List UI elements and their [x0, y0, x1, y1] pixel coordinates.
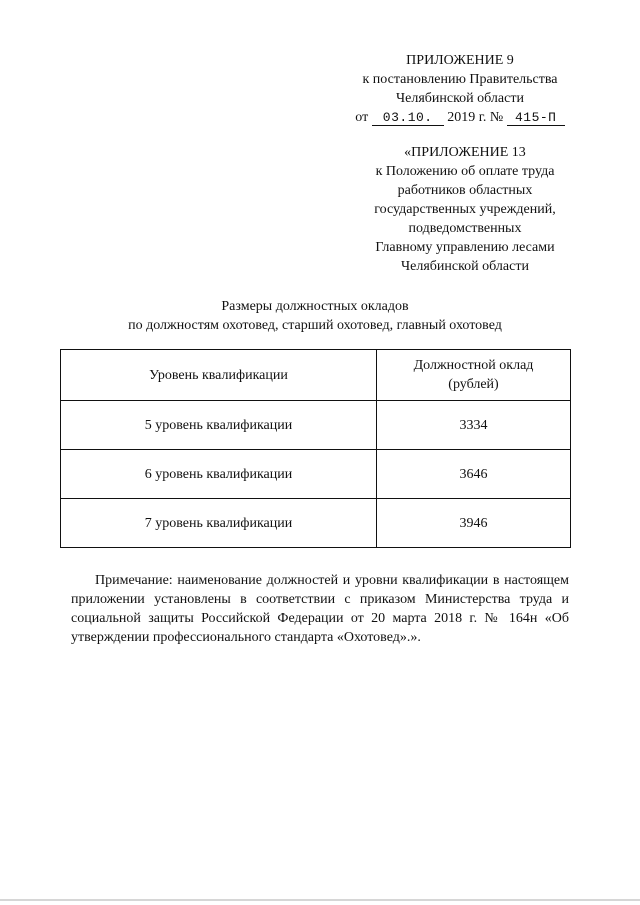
appendix-13-line: Челябинской области [401, 259, 529, 274]
salary-cell: 3646 [377, 450, 571, 499]
order-number: 415-П [507, 110, 565, 126]
order-prefix: от [355, 110, 369, 125]
appendix-9-line2: Челябинской области [396, 91, 524, 106]
appendix-13-line: государственных учреждений, [374, 202, 556, 217]
header-qualification-level: Уровень квалификации [61, 350, 377, 401]
header-salary-line2: (рублей) [448, 377, 499, 392]
table-header-row [61, 350, 571, 401]
table-row [61, 499, 571, 548]
qualification-level-cell: 7 уровень квалификации [61, 499, 377, 548]
table-heading-line1: Размеры должностных окладов [221, 299, 409, 314]
order-reference [340, 108, 580, 127]
note-paragraph: Примечание: наименование должностей и уровни квалификации в настоящем приложении установлены в соответствии с приказом Министерства труда и социальной защиты Российской Федерации от 20 марта 2018 г. № 164н «Об утверждении профессионального стандарта «Охотовед».». [71, 573, 569, 645]
salary-table [60, 349, 571, 548]
qualification-level-cell: 6 уровень квалификации [61, 450, 377, 499]
table-heading [60, 297, 570, 335]
appendix-13-line: Главному управлению лесами [375, 240, 555, 255]
page-bottom-edge [0, 899, 640, 901]
salary-cell: 3334 [377, 401, 571, 450]
table-row [61, 450, 571, 499]
appendix-13-block [350, 143, 580, 276]
salary-cell: 3946 [377, 499, 571, 548]
header-salary [377, 350, 571, 401]
order-year: 2019 г. № [447, 110, 504, 125]
table-row [61, 401, 571, 450]
appendix-13-line: работников областных [397, 183, 533, 198]
appendix-9-block [340, 51, 580, 127]
qualification-level-cell: 5 уровень квалификации [61, 401, 377, 450]
table-heading-line2: по должностям охотовед, старший охотовед, главный охотовед [128, 318, 502, 333]
appendix-13-line: подведомственных [408, 221, 522, 236]
order-date: 03.10. [372, 110, 444, 126]
appendix-13-title: «ПРИЛОЖЕНИЕ 13 [404, 145, 526, 160]
appendix-9-title: ПРИЛОЖЕНИЕ 9 [406, 53, 514, 68]
header-salary-line1: Должностной оклад [413, 358, 534, 373]
appendix-9-line1: к постановлению Правительства [362, 72, 558, 87]
appendix-13-line: к Положению об оплате труда [375, 164, 555, 179]
